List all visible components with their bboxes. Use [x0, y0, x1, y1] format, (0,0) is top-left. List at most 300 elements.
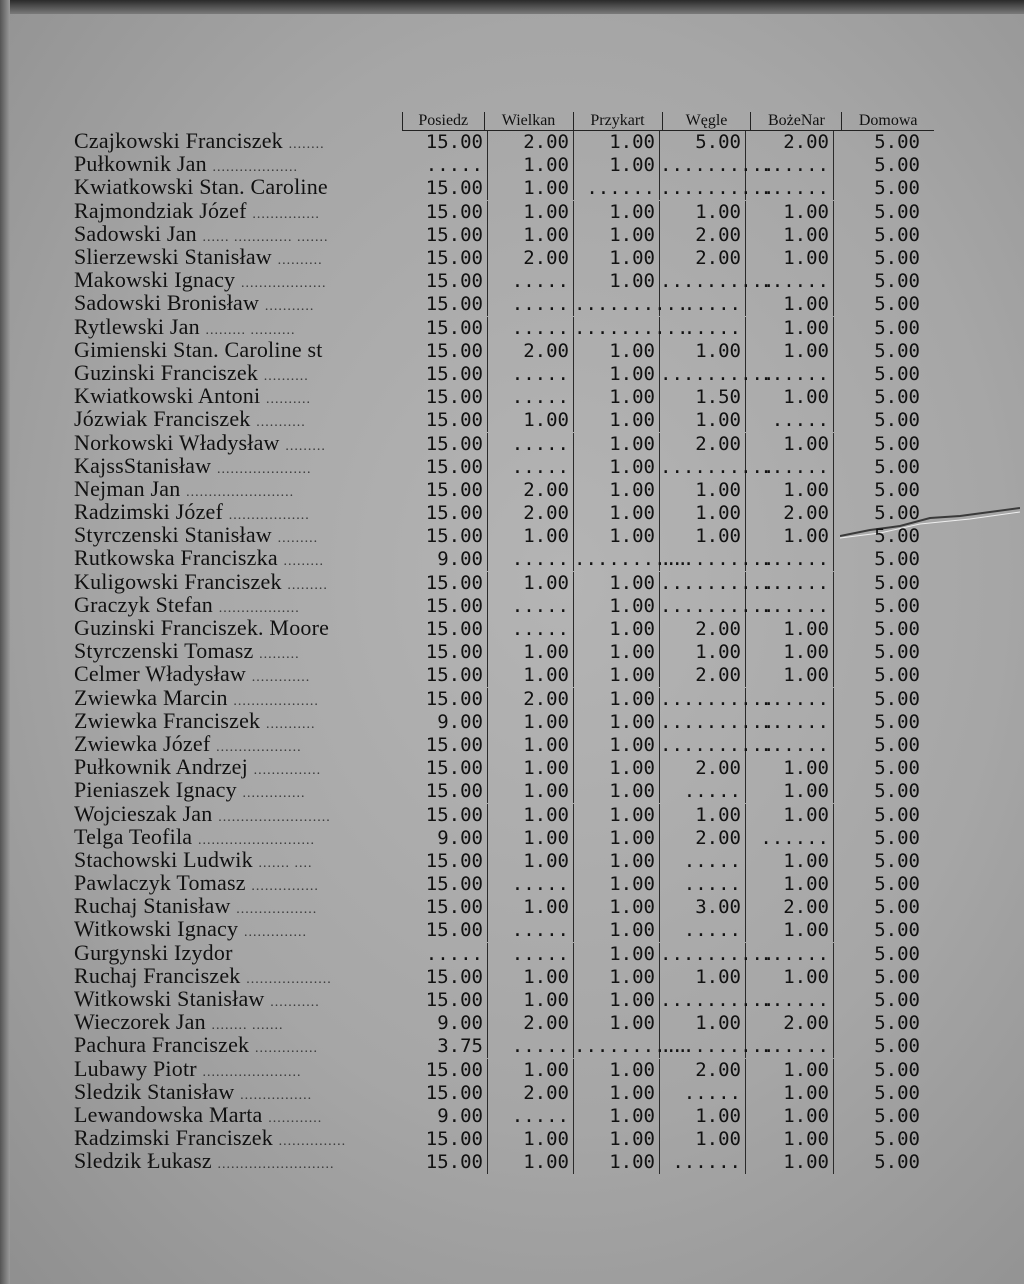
leader-dots: .......................... — [217, 1157, 335, 1173]
cell-węgle: ..... — [660, 780, 746, 803]
cell-przykart: 1.00 — [574, 1105, 660, 1128]
leader-dots: ......... — [259, 647, 300, 663]
table-row — [74, 1056, 934, 1082]
cell-posiedz: 15.00 — [402, 409, 488, 432]
cell-wielkan: ..... — [488, 943, 574, 966]
cell-wielkan: 1.00 — [488, 757, 574, 780]
member-name-text: Sadowski Jan — [74, 221, 197, 246]
cell-domowa: 5.00 — [874, 270, 920, 293]
leader-dots: .............. — [243, 925, 307, 941]
cell-węgle: .......... — [660, 548, 775, 571]
table-row — [74, 731, 934, 757]
cell-przykart: 1.00 — [574, 850, 660, 873]
cell-przykart: 1.00 — [574, 804, 660, 827]
cell-wielkan: 2.00 — [488, 479, 574, 502]
col-header-wielkan: Wielkan — [484, 112, 573, 130]
leader-dots: ........ — [288, 137, 325, 153]
cell-przykart: 1.00 — [574, 896, 660, 919]
cell-wielkan: 1.00 — [488, 1059, 574, 1082]
table-row — [74, 873, 934, 896]
cell-wielkan: 1.00 — [488, 1128, 574, 1151]
cell-domowa: 5.00 — [874, 247, 920, 270]
cell-bożenar: 1.00 — [746, 966, 834, 989]
cell-domowa: 5.00 — [874, 1081, 920, 1104]
cell-bożenar: 1.00 — [746, 247, 834, 270]
table-row — [74, 569, 934, 595]
leader-dots: .................. — [236, 902, 318, 918]
cell-domowa: 5.00 — [874, 1035, 920, 1058]
cell-domowa: 5.00 — [874, 200, 920, 223]
member-name-text: Pachura Franciszek — [74, 1033, 250, 1058]
cell-węgle: 2.00 — [660, 618, 746, 641]
member-name-text: KajssStanisław — [74, 453, 212, 478]
cell-domowa: 5.00 — [874, 386, 920, 409]
member-name-text: Zwiewka Marcin — [74, 685, 228, 710]
table-row — [74, 1012, 934, 1035]
cell-posiedz: 15.00 — [402, 456, 488, 479]
col-header-posiedz: Posiedz — [402, 112, 484, 130]
cell-przykart: 1.00 — [574, 734, 660, 757]
cell-wielkan: ..... — [488, 317, 574, 340]
leader-dots: ...... ............. ....... — [202, 229, 329, 245]
cell-wielkan: 1.00 — [488, 177, 574, 200]
member-name-text: Styrczenski Stanisław — [74, 523, 272, 548]
cell-bożenar: 1.00 — [746, 757, 834, 780]
cell-posiedz: 15.00 — [402, 595, 488, 618]
cell-węgle: 1.00 — [660, 201, 746, 224]
member-name-text: Rytlewski Jan — [74, 314, 200, 339]
cell-bożenar: 2.00 — [746, 896, 834, 919]
table-row — [74, 1151, 934, 1174]
cell-bożenar: 2.00 — [746, 1012, 834, 1035]
cell-węgle: 1.00 — [660, 804, 746, 827]
table-row — [74, 1035, 934, 1058]
cell-wielkan: 1.00 — [488, 201, 574, 224]
table-row — [74, 803, 934, 826]
cell-domowa: 5.00 — [874, 1151, 920, 1174]
cell-przykart: 1.00 — [574, 340, 660, 363]
cell-przykart: 1.00 — [574, 595, 660, 618]
cell-posiedz: 9.00 — [402, 548, 488, 571]
cell-bożenar: 2.00 — [746, 131, 834, 154]
cell-węgle: .......... — [660, 710, 775, 733]
cell-bożenar: 1.00 — [746, 433, 834, 456]
table-row — [74, 592, 934, 618]
cell-wielkan: 1.00 — [488, 224, 574, 247]
cell-domowa: 5.00 — [874, 664, 920, 687]
cell-bożenar: 1.00 — [746, 1105, 834, 1128]
member-name-text: Kwiatkowski Antoni — [74, 384, 261, 409]
cell-węgle: 2.00 — [660, 827, 746, 850]
member-name-text: Makowski Ignacy — [74, 268, 236, 293]
cell-węgle: 1.00 — [660, 525, 746, 548]
cell-węgle: 1.00 — [660, 641, 746, 664]
table-row — [74, 1128, 934, 1151]
cell-bożenar: ...... — [746, 827, 834, 850]
cell-wielkan: ..... — [488, 293, 574, 316]
cell-bożenar: 1.00 — [746, 1151, 834, 1174]
member-name-text: Pieniaszek Ignacy — [74, 778, 237, 803]
cell-bożenar: ...... — [746, 270, 834, 293]
member-name-text: Radzimski Józef — [74, 500, 224, 525]
cell-domowa: 5.00 — [874, 733, 920, 756]
leader-dots: ................... — [216, 739, 302, 755]
table-row — [74, 525, 934, 548]
table-row — [74, 757, 934, 780]
cell-węgle: 1.00 — [660, 340, 746, 363]
ledger-rows — [74, 131, 934, 1174]
cell-posiedz: 9.00 — [402, 1012, 488, 1035]
cell-przykart: .......... — [574, 548, 689, 571]
table-row — [74, 664, 934, 687]
table-row — [74, 548, 934, 571]
cell-wielkan: 1.00 — [488, 896, 574, 919]
member-name-text: Guzinski Franciszek — [74, 360, 259, 385]
cell-węgle: .......... — [660, 270, 775, 293]
cell-bożenar: 1.00 — [746, 780, 834, 803]
cell-wielkan: 2.00 — [488, 247, 574, 270]
cell-węgle: .......... — [660, 733, 775, 756]
cell-bożenar: ...... — [746, 363, 834, 386]
table-row — [74, 314, 934, 340]
member-name-text: Czajkowski Franciszek — [74, 129, 283, 154]
table-row — [74, 177, 934, 200]
cell-domowa: 5.00 — [874, 478, 920, 501]
cell-przykart: .......... — [574, 316, 689, 339]
cell-wielkan: 1.00 — [488, 664, 574, 687]
cell-domowa: 5.00 — [874, 942, 920, 965]
member-name-text: Sledzik Łukasz — [74, 1149, 212, 1174]
cell-przykart: 1.00 — [574, 688, 660, 711]
cell-domowa: 5.00 — [874, 154, 920, 177]
cell-posiedz: ..... — [402, 154, 488, 177]
cell-bożenar: ...... — [746, 456, 834, 479]
cell-bożenar: 1.00 — [746, 1082, 834, 1105]
cell-przykart: 1.00 — [574, 641, 660, 664]
cell-wielkan: ..... — [488, 1035, 574, 1058]
cell-bożenar: 1.00 — [746, 317, 834, 340]
col-header-domowa: Domowa — [841, 112, 934, 130]
cell-węgle: 1.00 — [660, 966, 746, 989]
leader-dots: ............. — [251, 670, 311, 686]
cell-wielkan: ..... — [488, 595, 574, 618]
leader-dots: ............... — [278, 1134, 347, 1150]
cell-wielkan: 1.00 — [488, 154, 574, 177]
cell-bożenar: ..... — [746, 409, 834, 432]
cell-węgle: 1.00 — [660, 409, 746, 432]
table-row — [74, 386, 934, 409]
cell-przykart: 1.00 — [574, 224, 660, 247]
member-name-text: Wieczorek Jan — [74, 1010, 206, 1035]
leader-dots: .............. — [254, 1041, 318, 1057]
leader-dots: ........... — [256, 415, 306, 431]
member-name-text: Styrczenski Tomasz — [74, 639, 254, 664]
member-name-text: Lewandowska Marta — [74, 1102, 263, 1127]
member-name-text: Zwiewka Józef — [74, 731, 211, 756]
member-name-text: Guzinski Franciszek. Moore — [74, 616, 330, 641]
cell-domowa: 5.00 — [874, 432, 920, 455]
member-name-text: Zwiewka Franciszek — [74, 708, 261, 733]
col-header-przykart: Przykart — [573, 112, 662, 130]
cell-przykart: 1.00 — [574, 618, 660, 641]
cell-węgle: ..... — [660, 1082, 746, 1105]
member-name-text: Ruchaj Stanisław — [74, 894, 231, 919]
cell-przykart: 1.00 — [574, 502, 660, 525]
member-name-text: Ruchaj Franciszek — [74, 963, 241, 988]
cell-wielkan: 1.00 — [488, 711, 574, 734]
table-row — [74, 453, 934, 479]
cell-domowa: 5.00 — [874, 1012, 920, 1035]
table-row — [74, 780, 934, 803]
cell-przykart: 1.00 — [574, 525, 660, 548]
cell-domowa: 5.00 — [874, 618, 920, 641]
cell-domowa: 5.00 — [874, 780, 920, 803]
cell-przykart: 1.00 — [574, 363, 660, 386]
table-row — [74, 1079, 934, 1105]
cell-węgle: 1.00 — [660, 1012, 746, 1035]
leader-dots: .......... — [277, 253, 323, 269]
cell-przykart: 1.00 — [574, 943, 660, 966]
cell-wielkan: 1.00 — [488, 827, 574, 850]
cell-posiedz: 15.00 — [402, 664, 488, 687]
cell-wielkan: ..... — [488, 618, 574, 641]
cell-bożenar: ...... — [746, 989, 834, 1012]
cell-wielkan: ..... — [488, 456, 574, 479]
cell-przykart: 1.00 — [574, 1012, 660, 1035]
cell-wielkan: 1.00 — [488, 734, 574, 757]
member-name-text: Gimienski Stan. Caroline st — [74, 337, 323, 362]
cell-węgle: 3.00 — [660, 896, 746, 919]
cell-węgle: .......... — [660, 594, 775, 617]
leader-dots: ................... — [246, 971, 332, 987]
leader-dots: .......... — [266, 392, 312, 408]
leader-dots: .............. — [242, 786, 306, 802]
cell-posiedz: 15.00 — [402, 479, 488, 502]
cell-bożenar: ...... — [746, 177, 834, 200]
cell-przykart: .......... — [574, 1035, 689, 1058]
cell-wielkan: 1.00 — [488, 409, 574, 432]
cell-domowa: 5.00 — [874, 687, 920, 710]
member-name-text: Telga Teofila — [74, 824, 193, 849]
cell-wielkan: 1.00 — [488, 966, 574, 989]
cell-posiedz: 15.00 — [402, 618, 488, 641]
table-row — [74, 847, 934, 873]
cell-bożenar: ...... — [746, 1035, 834, 1058]
cell-domowa: 5.00 — [874, 409, 920, 432]
leader-dots: ................... — [240, 276, 327, 292]
cell-posiedz: 15.00 — [402, 1059, 488, 1082]
cell-posiedz: 15.00 — [402, 989, 488, 1012]
cell-bożenar: 1.00 — [746, 201, 834, 224]
cell-posiedz: 15.00 — [402, 734, 488, 757]
scan-edge-top — [0, 0, 1024, 14]
cell-wielkan: 2.00 — [488, 1082, 574, 1105]
leader-dots: ....... .... — [258, 855, 313, 871]
cell-węgle: 2.00 — [660, 224, 746, 247]
cell-bożenar: 1.00 — [746, 340, 834, 363]
member-name-text: Witkowski Ignacy — [74, 917, 239, 942]
cell-domowa: 5.00 — [874, 455, 920, 478]
table-row — [74, 502, 934, 525]
leader-dots: ........ ....... — [211, 1018, 284, 1034]
cell-posiedz: 15.00 — [402, 919, 488, 942]
leader-dots: ........... — [265, 716, 316, 732]
cell-bożenar: 1.00 — [746, 850, 834, 873]
cell-bożenar: 1.00 — [746, 386, 834, 409]
cell-przykart: 1.00 — [574, 1082, 660, 1105]
cell-posiedz: 3.75 — [402, 1035, 488, 1058]
cell-bożenar: 1.00 — [746, 479, 834, 502]
cell-przykart: 1.00 — [574, 1128, 660, 1151]
cell-bożenar: ...... — [746, 154, 834, 177]
cell-węgle: 2.00 — [660, 757, 746, 780]
cell-bożenar: 1.00 — [746, 664, 834, 687]
cell-posiedz: ..... — [402, 943, 488, 966]
leader-dots: ............... — [251, 879, 319, 895]
leader-dots: ......... — [287, 577, 328, 593]
cell-domowa: 5.00 — [874, 316, 920, 339]
cell-węgle: 1.00 — [660, 502, 746, 525]
cell-wielkan: 1.00 — [488, 850, 574, 873]
cell-wielkan: 2.00 — [488, 502, 574, 525]
cell-posiedz: 15.00 — [402, 525, 488, 548]
cell-wielkan: 2.00 — [488, 131, 574, 154]
cell-wielkan: 2.00 — [488, 1012, 574, 1035]
cell-posiedz: 15.00 — [402, 572, 488, 595]
leader-dots: ......... — [285, 438, 326, 454]
cell-bożenar: ...... — [746, 595, 834, 618]
cell-bożenar: 1.00 — [746, 618, 834, 641]
cell-posiedz: 15.00 — [402, 502, 488, 525]
table-row — [74, 919, 934, 942]
contribution-ledger — [74, 108, 934, 1174]
cell-posiedz: 9.00 — [402, 827, 488, 850]
leader-dots: ............ — [268, 1110, 323, 1126]
cell-przykart: 1.00 — [574, 989, 660, 1012]
member-name-text: Sadowski Bronisław — [74, 291, 260, 316]
leader-dots: ...................... — [202, 1064, 302, 1080]
table-row — [74, 270, 934, 293]
cell-domowa: 5.00 — [874, 757, 920, 780]
cell-przykart: 1.00 — [574, 780, 660, 803]
member-name-text: Kwiatkowski Stan. Caroline — [74, 175, 328, 200]
cell-domowa: 5.00 — [874, 548, 920, 571]
cell-przykart: 1.00 — [574, 919, 660, 942]
cell-posiedz: 15.00 — [402, 804, 488, 827]
cell-wielkan: 2.00 — [488, 340, 574, 363]
cell-przykart: 1.00 — [574, 873, 660, 896]
cell-wielkan: ..... — [488, 873, 574, 896]
cell-wielkan: ..... — [488, 919, 574, 942]
leader-dots: .......... — [263, 368, 309, 384]
leader-dots: ..................... — [216, 461, 312, 477]
cell-domowa: 5.00 — [874, 803, 920, 826]
member-name-text: Gurgynski Izydor — [74, 940, 233, 965]
cell-węgle: .......... — [660, 687, 775, 710]
cell-przykart: 1.00 — [574, 827, 660, 850]
cell-posiedz: 15.00 — [402, 433, 488, 456]
cell-węgle: .......... — [660, 154, 775, 177]
cell-przykart: 1.00 — [574, 456, 660, 479]
member-name-text: Witkowski Stanisław — [74, 987, 265, 1012]
column-header-row — [402, 108, 934, 131]
cell-węgle: 2.00 — [660, 247, 746, 270]
leader-dots: ................... — [233, 693, 319, 709]
cell-bożenar: ...... — [746, 548, 834, 571]
cell-posiedz: 15.00 — [402, 966, 488, 989]
cell-posiedz: 15.00 — [402, 757, 488, 780]
cell-węgle: ..... — [660, 873, 746, 896]
cell-węgle: 1.00 — [660, 1105, 746, 1128]
scan-edge-left — [0, 0, 10, 1284]
cell-węgle: 2.00 — [660, 433, 746, 456]
cell-wielkan: 1.00 — [488, 780, 574, 803]
cell-węgle: 2.00 — [660, 664, 746, 687]
col-header-wegle: Węgle — [662, 112, 751, 130]
table-row — [74, 824, 934, 850]
cell-węgle: ..... — [660, 850, 746, 873]
cell-bożenar: 1.00 — [746, 873, 834, 896]
cell-posiedz: 15.00 — [402, 177, 488, 200]
table-row — [74, 154, 934, 177]
leader-dots: ............... — [253, 763, 322, 779]
member-name — [74, 1149, 380, 1176]
cell-posiedz: 15.00 — [402, 270, 488, 293]
table-row — [74, 337, 934, 363]
cell-węgle: 1.00 — [660, 1128, 746, 1151]
cell-posiedz: 15.00 — [402, 386, 488, 409]
table-row — [74, 247, 934, 270]
cell-posiedz: 15.00 — [402, 1151, 488, 1174]
cell-wielkan: 1.00 — [488, 989, 574, 1012]
cell-domowa: 5.00 — [874, 131, 920, 154]
cell-przykart: 1.00 — [574, 572, 660, 595]
table-row — [74, 896, 934, 919]
member-name-text: Pawlaczyk Tomasz — [74, 871, 246, 896]
cell-domowa: 5.00 — [874, 339, 920, 362]
cell-przykart: 1.00 — [574, 201, 660, 224]
leader-dots: ........... — [264, 299, 315, 315]
cell-domowa: 5.00 — [874, 896, 920, 919]
cell-posiedz: 15.00 — [402, 850, 488, 873]
cell-węgle: 2.00 — [660, 1059, 746, 1082]
cell-przykart: 1.00 — [574, 247, 660, 270]
cell-węgle: ..... — [660, 919, 746, 942]
member-name-text: Slierzewski Stanisław — [74, 245, 272, 270]
cell-posiedz: 15.00 — [402, 131, 488, 154]
cell-węgle: 1.00 — [660, 479, 746, 502]
leader-dots: ......... .......... — [205, 322, 296, 338]
cell-domowa: 5.00 — [874, 177, 920, 200]
cell-domowa: 5.00 — [874, 502, 920, 525]
cell-węgle: .......... — [660, 989, 775, 1012]
cell-przykart: .......... — [574, 293, 689, 316]
cell-posiedz: 15.00 — [402, 873, 488, 896]
leader-dots: ........................ — [186, 484, 295, 500]
cell-przykart: 1.00 — [574, 757, 660, 780]
cell-wielkan: ..... — [488, 363, 574, 386]
cell-węgle: .......... — [660, 455, 775, 478]
leader-dots: ................... — [212, 160, 298, 176]
cell-przykart: 1.00 — [574, 270, 660, 293]
cell-domowa: 5.00 — [874, 594, 920, 617]
cell-wielkan: ..... — [488, 386, 574, 409]
table-row — [74, 989, 934, 1012]
cell-domowa: 5.00 — [874, 1104, 920, 1127]
cell-przykart: 1.00 — [574, 131, 660, 154]
leader-dots: .................. — [228, 508, 310, 524]
cell-bożenar: 1.00 — [746, 224, 834, 247]
